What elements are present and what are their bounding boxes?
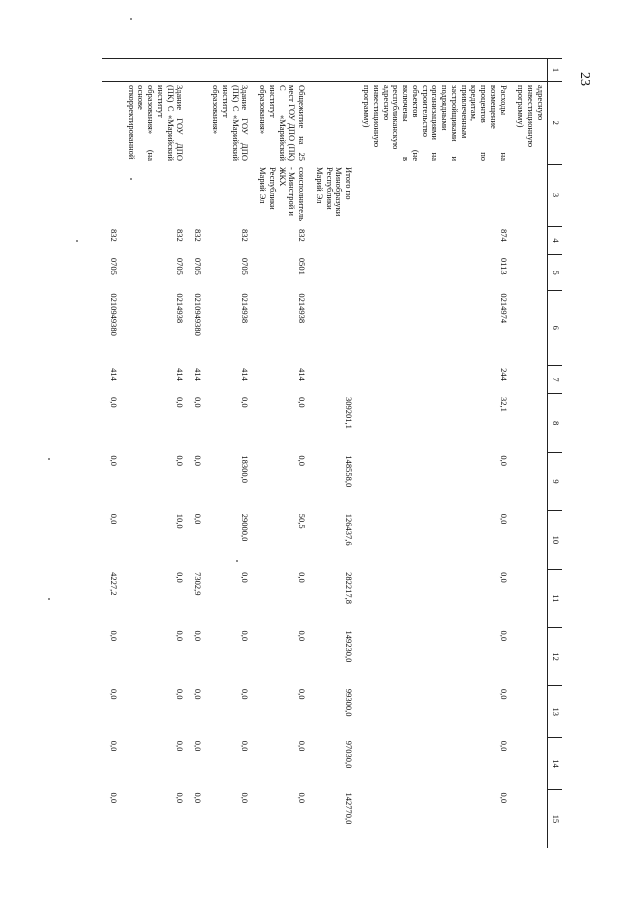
table-cell-c7: 414 [297,368,308,381]
table-cell-c3 [510,164,548,226]
table-cell-c10: 10,0 [175,513,186,529]
table-cell-c13: 0,0 [240,688,251,700]
scan-speck [48,458,50,460]
table-cell-c4 [510,226,548,255]
table-cell-c9: 0,0 [108,455,119,466]
table-cell-c13: 99300,0 [344,688,355,717]
table-cell-c7: 244 [498,368,509,381]
table-cell-c10: 126437,6 [344,513,355,546]
col-header-13: 13 [548,686,563,738]
col-header-15: 15 [548,790,563,848]
table-cell-c9: 0,0 [297,455,308,466]
col-header-2: 2 [548,82,563,165]
table-cell-c14 [510,738,548,790]
table-cell-c2: Здание ГОУ ДПО (ПК) С «Марийский институт образования» [211,85,251,161]
table-cell-c11: 7302,9 [193,572,204,596]
table-cell-c8: 0,0 [108,396,119,408]
table-cell-c15: 0,0 [193,792,204,804]
scan-speck [236,560,238,562]
table-cell-c11: 0,0 [240,572,251,583]
table-cell-c9: 0,0 [193,455,204,466]
table-cell-c2: Общежитие на 25 мест ГОУ ДПО (ПК) С «Марийский институт образования» [258,85,308,161]
table-cell-c5: 0705 [175,257,186,275]
table-cell-c4 [308,226,355,255]
table-cell-c6: 0214938 [175,293,186,324]
table-cell-c1 [251,59,308,82]
table-cell-c12: 0,0 [498,630,509,642]
table-cell-c14: 0,0 [193,740,204,752]
table-cell-c11: 4227,2 [108,572,119,596]
table-cell-c10 [510,511,548,569]
table-cell-c9: 148558,0 [344,455,355,488]
scan-speck [48,598,50,600]
table-cell-c14: 97030,0 [344,740,355,769]
table-cell-c3 [204,164,251,226]
table-cell-c1 [187,59,205,82]
table-cell-c7: 414 [240,368,251,381]
table-cell-c6: 0214974 [498,293,509,324]
table-cell-c9: 0,0 [498,455,509,466]
table-cell-c9: 18300,0 [240,455,251,483]
table-cell-c4: 832 [175,229,186,242]
table-cell-c11: 0,0 [175,572,186,583]
table-cell-c5: 0501 [297,257,308,275]
table-cell-c6: 0214938 [297,293,308,324]
table-cell-c8 [510,394,548,452]
table-cell-c15: 0,0 [108,792,119,804]
table-cell-c2: Здание ГОУ ДПО (ПК) С «Марийский институт образования» (на основе откорректированной [126,85,186,161]
table-cell-c13: 0,0 [297,688,308,700]
table-row [510,59,548,849]
table-row [308,59,355,849]
table-cell-c3 [355,164,509,226]
table-cell-c2 [187,82,205,165]
table-cell-c1 [102,59,120,82]
table-cell-c14: 0,0 [175,740,186,752]
table-cell-c11: 0,0 [498,572,509,583]
table-cell-c11 [510,569,548,627]
table-cell-c13: 0,0 [175,688,186,700]
table-cell-c4: 832 [240,229,251,242]
table-cell-c12: 0,0 [175,630,186,642]
table-cell-c7: 414 [108,368,119,381]
table-cell-c3: соисполнитель - Минстрой и ЖКХ Республики Марий Эл [258,167,308,221]
table-cell-c4: 832 [193,229,204,242]
col-header-7: 7 [548,365,563,394]
table-cell-c1 [355,59,509,82]
table-cell-c3 [102,164,120,226]
table-cell-c12: 0,0 [297,630,308,642]
table-cell-c2 [308,82,355,165]
table-cell-c1 [308,59,355,82]
table-row [187,59,205,849]
table-cell-c6: 0210949380 [108,293,119,336]
table-cell-c10: 50,5 [297,513,308,529]
rotated-table-area [92,58,562,848]
table-cell-c5: 0705 [108,257,119,275]
table-cell-c2: адресную инвестиционную программу) [516,85,546,148]
table-cell-c10: 0,0 [193,513,204,525]
table-cell-c11: 282217,8 [344,572,355,604]
table-cell-c5: 0113 [498,257,509,275]
table-cell-c8: 0,0 [193,396,204,408]
table-cell-c2 [102,82,120,165]
col-header-9: 9 [548,452,563,510]
table-cell-c11: 0,0 [297,572,308,583]
table-cell-c14: 0,0 [297,740,308,752]
table-cell-c5 [510,255,548,290]
table-cell-c12: 0,0 [108,630,119,642]
table-cell-c15: 0,0 [498,792,509,804]
table-row [120,59,187,849]
table-row [204,59,251,849]
table-cell-c7 [510,365,548,394]
scan-speck [130,18,132,20]
table-cell-c9: 0,0 [175,455,186,466]
table-cell-c8: 0,0 [175,396,186,408]
col-header-11: 11 [548,569,563,627]
col-header-5: 5 [548,255,563,290]
table-cell-c5: 0705 [193,257,204,275]
table-cell-c3 [120,164,187,226]
table-cell-c5: 0705 [240,257,251,275]
table-cell-c10: 0,0 [498,513,509,525]
table-row [102,59,120,849]
table-cell-c12: 149230,0 [344,630,355,663]
column-number-header [548,59,563,849]
table-cell-c3: Итого по Минобразуки Республики Марий Эл [314,167,355,217]
table-cell-c15: 0,0 [297,792,308,804]
col-header-3: 3 [548,164,563,226]
table-cell-c4: 832 [108,229,119,242]
table-cell-c6: 0214938 [240,293,251,324]
table-cell-c7: 414 [175,368,186,381]
scan-speck [76,240,78,242]
table-cell-c9 [510,452,548,510]
table-cell-c2: Расходы на возмещение процентов по кредитам, привлеченным застройщиками и подрядными организациями на строительство объектов (не включены в республиканскую адресную инвестиционную программу) [361,85,509,161]
table-cell-c12: 0,0 [240,630,251,642]
table-cell-c13: 0,0 [498,688,509,700]
table-cell-c5 [308,255,355,290]
table-row [355,59,509,849]
table-cell-c12: 0,0 [193,630,204,642]
table-cell-c8: 32,1 [498,396,509,412]
col-header-1: 1 [548,59,563,82]
col-header-4: 4 [548,226,563,255]
col-header-6: 6 [548,290,563,365]
table-cell-c13: 0,0 [108,688,119,700]
table-cell-c15: 142770,0 [344,792,355,825]
table-cell-c6 [308,290,355,365]
table-cell-c7: 414 [193,368,204,381]
table-cell-c15: 0,0 [240,792,251,804]
table-cell-c1 [510,59,548,82]
table-cell-c4: 832 [297,229,308,242]
table-cell-c14: 0,0 [498,740,509,752]
table-body [102,59,547,849]
col-header-14: 14 [548,738,563,790]
table-cell-c8: 0,0 [240,396,251,408]
table-row [251,59,308,849]
page-number: 23 [577,72,592,86]
table-cell-c1 [204,59,251,82]
table-cell-c14: 0,0 [108,740,119,752]
table-cell-c8: 0,0 [297,396,308,408]
table-cell-c15 [510,790,548,848]
table-cell-c6: 0210949380 [193,293,204,336]
table-cell-c15: 0,0 [175,792,186,804]
col-header-10: 10 [548,511,563,569]
table-cell-c13: 0,0 [193,688,204,700]
col-header-8: 8 [548,394,563,452]
table-cell-c7 [308,365,355,394]
table-cell-c12 [510,627,548,685]
col-header-12: 12 [548,627,563,685]
table-cell-c4: 874 [498,229,509,242]
table-cell-c10: 29000,0 [240,513,251,542]
table-cell-c3 [187,164,205,226]
scan-speck [130,178,132,180]
table-cell-c10: 0,0 [108,513,119,525]
table-cell-c14: 0,0 [240,740,251,752]
table-cell-c1 [120,59,187,82]
table-cell-c6 [510,290,548,365]
budget-table [102,58,562,848]
table-cell-c13 [510,686,548,738]
table-cell-c8: 309201,1 [344,396,355,429]
